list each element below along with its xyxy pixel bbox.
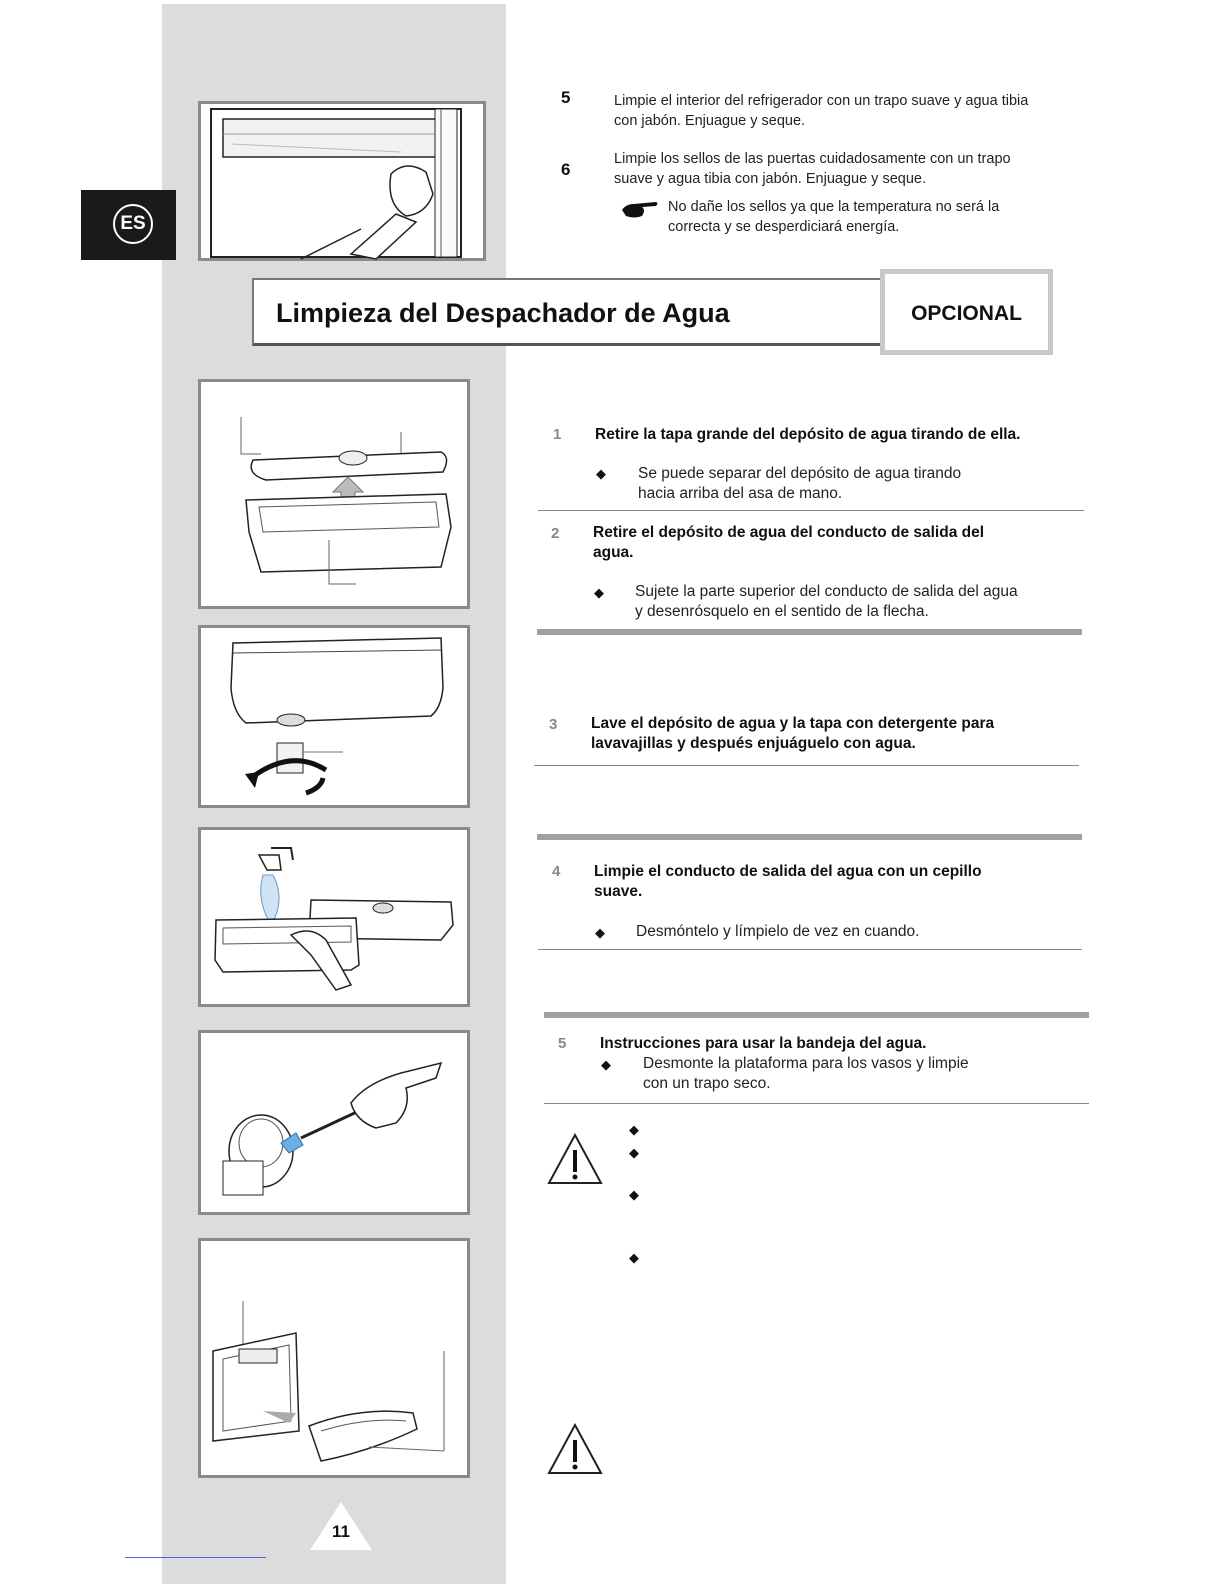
step-heading: Retire la tapa grande del depósito de agua tirando de ella. xyxy=(595,426,1021,443)
pointing-hand-icon xyxy=(620,198,660,220)
step-bullet-text xyxy=(638,464,961,504)
door-seal-cleaning-illustration xyxy=(198,101,486,261)
note-line: correcta y se desperdiciará energía. xyxy=(668,219,900,235)
section-title-box xyxy=(252,278,884,346)
dispenser-tray-illustration xyxy=(198,1238,470,1478)
bullet-line: Desmonte la plataforma para los vasos y limpie xyxy=(643,1055,969,1072)
step-bullet-text: Desmóntelo y límpielo de vez en cuando. xyxy=(636,923,920,940)
step-number: 3 xyxy=(549,716,558,733)
bullet-line: Sujete la parte superior del conducto de salida del agua xyxy=(635,583,1018,600)
step-number: 5 xyxy=(558,1035,567,1052)
water-tank-lid-illustration xyxy=(198,379,470,609)
section-title: Limpieza del Despachador de Agua xyxy=(276,298,730,328)
diamond-bullet-icon: ◆ xyxy=(596,466,606,481)
step-bullet-text xyxy=(643,1054,969,1094)
heading-line: Retire el depósito de agua del conducto de salida del xyxy=(593,524,985,541)
unscrew-outlet-illustration xyxy=(198,625,470,808)
top-step-line: con jabón. Enjuague y seque. xyxy=(614,113,806,129)
language-tab-label: ES xyxy=(113,204,153,244)
step-heading xyxy=(594,862,982,902)
bullet-line: Se puede separar del depósito de agua tirando xyxy=(638,465,962,482)
bullet-line: con un trapo seco. xyxy=(643,1075,771,1092)
section-bar xyxy=(537,629,1082,635)
step-bullet-text xyxy=(635,582,1018,622)
divider xyxy=(538,510,1084,511)
diamond-bullet-icon: ◆ xyxy=(629,1187,639,1202)
divider xyxy=(538,949,1082,950)
heading-line: suave. xyxy=(594,883,643,900)
footer-line xyxy=(125,1557,266,1558)
step-heading: Instrucciones para usar la bandeja del agua. xyxy=(600,1035,927,1052)
note-line: No dañe los sellos ya que la temperatura no será la xyxy=(668,199,1000,215)
warning-icon xyxy=(546,1422,604,1476)
top-step-number: 5 xyxy=(561,88,571,107)
washing-tank-illustration xyxy=(198,827,470,1007)
step-number: 4 xyxy=(552,863,561,880)
top-step-text xyxy=(614,149,1011,189)
heading-line: lavavajillas y después enjuáguelo con agua. xyxy=(591,735,916,752)
optional-badge-label: OPCIONAL xyxy=(911,302,1022,325)
step-heading xyxy=(593,523,984,563)
heading-line: agua. xyxy=(593,544,634,561)
optional-badge xyxy=(880,269,1053,355)
bullet-line: hacia arriba del asa de mano. xyxy=(638,485,843,502)
language-tab xyxy=(81,190,176,260)
top-step-number: 6 xyxy=(561,160,571,179)
step-heading xyxy=(591,714,994,754)
bullet-line: y desenrósquelo en el sentido de la flecha. xyxy=(635,603,929,620)
note-text xyxy=(668,197,999,237)
heading-line: Lave el depósito de agua y la tapa con detergente para xyxy=(591,715,995,732)
diamond-bullet-icon: ◆ xyxy=(594,585,604,600)
diamond-bullet-icon: ◆ xyxy=(629,1145,639,1160)
top-step-line: Limpie los sellos de las puertas cuidadosamente con un trapo xyxy=(614,151,1011,167)
section-bar xyxy=(544,1012,1089,1018)
step-number: 2 xyxy=(551,525,560,542)
section-bar xyxy=(537,834,1082,840)
warning-icon xyxy=(546,1132,604,1186)
divider xyxy=(534,765,1079,766)
diamond-bullet-icon: ◆ xyxy=(629,1250,639,1265)
heading-line: Limpie el conducto de salida del agua con un cepillo xyxy=(594,863,982,880)
top-step-text xyxy=(614,91,1028,131)
page-number: 11 xyxy=(332,1522,350,1541)
diamond-bullet-icon: ◆ xyxy=(601,1057,611,1072)
top-step-line: Limpie el interior del refrigerador con un trapo suave y agua tibia xyxy=(614,93,1029,109)
divider xyxy=(544,1103,1089,1104)
diamond-bullet-icon: ◆ xyxy=(629,1122,639,1137)
diamond-bullet-icon: ◆ xyxy=(595,925,605,940)
top-step-line: suave y agua tibia con jabón. Enjuague y seque. xyxy=(614,171,926,187)
step-number: 1 xyxy=(553,426,562,443)
brush-cleaning-illustration xyxy=(198,1030,470,1215)
